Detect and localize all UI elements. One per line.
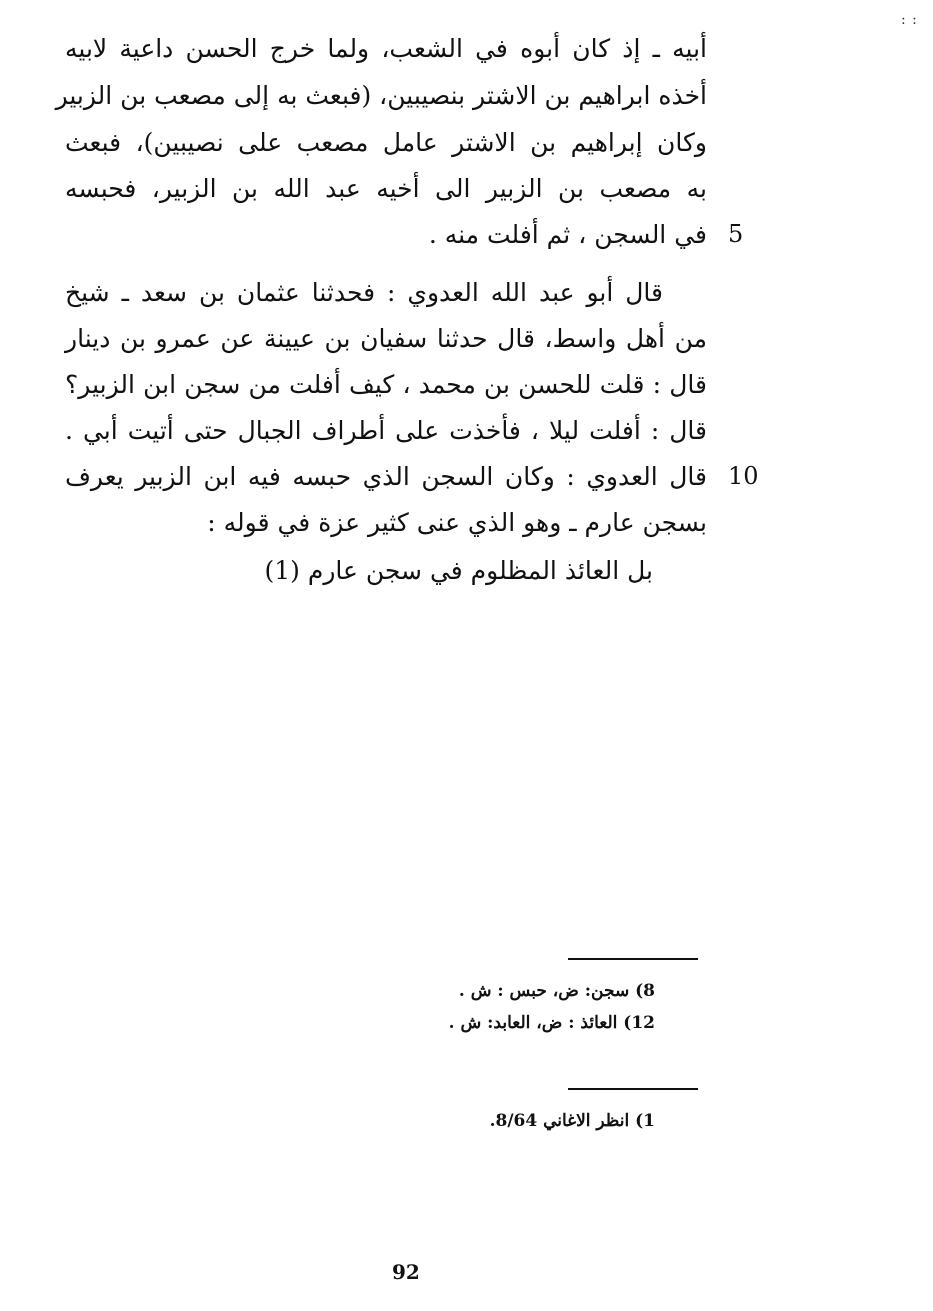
body-line-11: بسجن عارم ـ وهو الذي عنى كثير عزة في قوله :	[207, 508, 707, 537]
body-line-3: وكان إبراهيم بن الاشتر عامل مصعب على نصيبين)، فبعث	[65, 128, 707, 157]
body-line-2: أخذه ابراهيم بن الاشتر بنصيبين، (فبعث به إلى مصعب بن الزبير	[55, 81, 707, 110]
body-line-8: قال : قلت للحسن بن محمد ، كيف أفلت من سجن ابن الزبير؟	[65, 370, 707, 399]
variant-note-1: 8) سجن: ض، حبس : ش .	[458, 981, 655, 1001]
footnotes-rule	[568, 1088, 698, 1090]
body-line-7: من أهل واسط، قال حدثنا سفيان بن عيينة عن عمرو بن دينار	[65, 324, 707, 353]
body-line-5: في السجن ، ثم أفلت منه .	[428, 220, 707, 249]
variant-notes-rule	[568, 958, 698, 960]
body-line-10: قال العدوي : وكان السجن الذي حبسه فيه ابن الزبير يعرف	[65, 462, 707, 491]
variant-note-2: 12) العائذ : ض، العابد: ش .	[448, 1013, 655, 1033]
line-number-5: 5	[728, 220, 744, 248]
footnote-1: 1) انظر الاغاني 8/64.	[489, 1111, 655, 1131]
line-number-10: 10	[728, 462, 759, 490]
body-line-4: به مصعب بن الزبير الى أخيه عبد الله بن الزبير، فحبسه	[65, 174, 707, 203]
corner-marks: : :	[901, 12, 918, 28]
body-line-1: أبيه ـ إذ كان أبوه في الشعب، ولما خرج الحسن داعية لابيه	[65, 34, 707, 63]
page-number: 92	[392, 1260, 420, 1284]
body-line-9: قال : أفلت ليلا ، فأخذت على أطراف الجبال حتى أتيت أبي .	[65, 416, 707, 445]
body-line-6: قال أبو عبد الله العدوي : فحدثنا عثمان بن سعد ـ شيخ	[65, 278, 663, 307]
verse-line: بل العائذ المظلوم في سجن عارم (1)	[264, 556, 653, 585]
